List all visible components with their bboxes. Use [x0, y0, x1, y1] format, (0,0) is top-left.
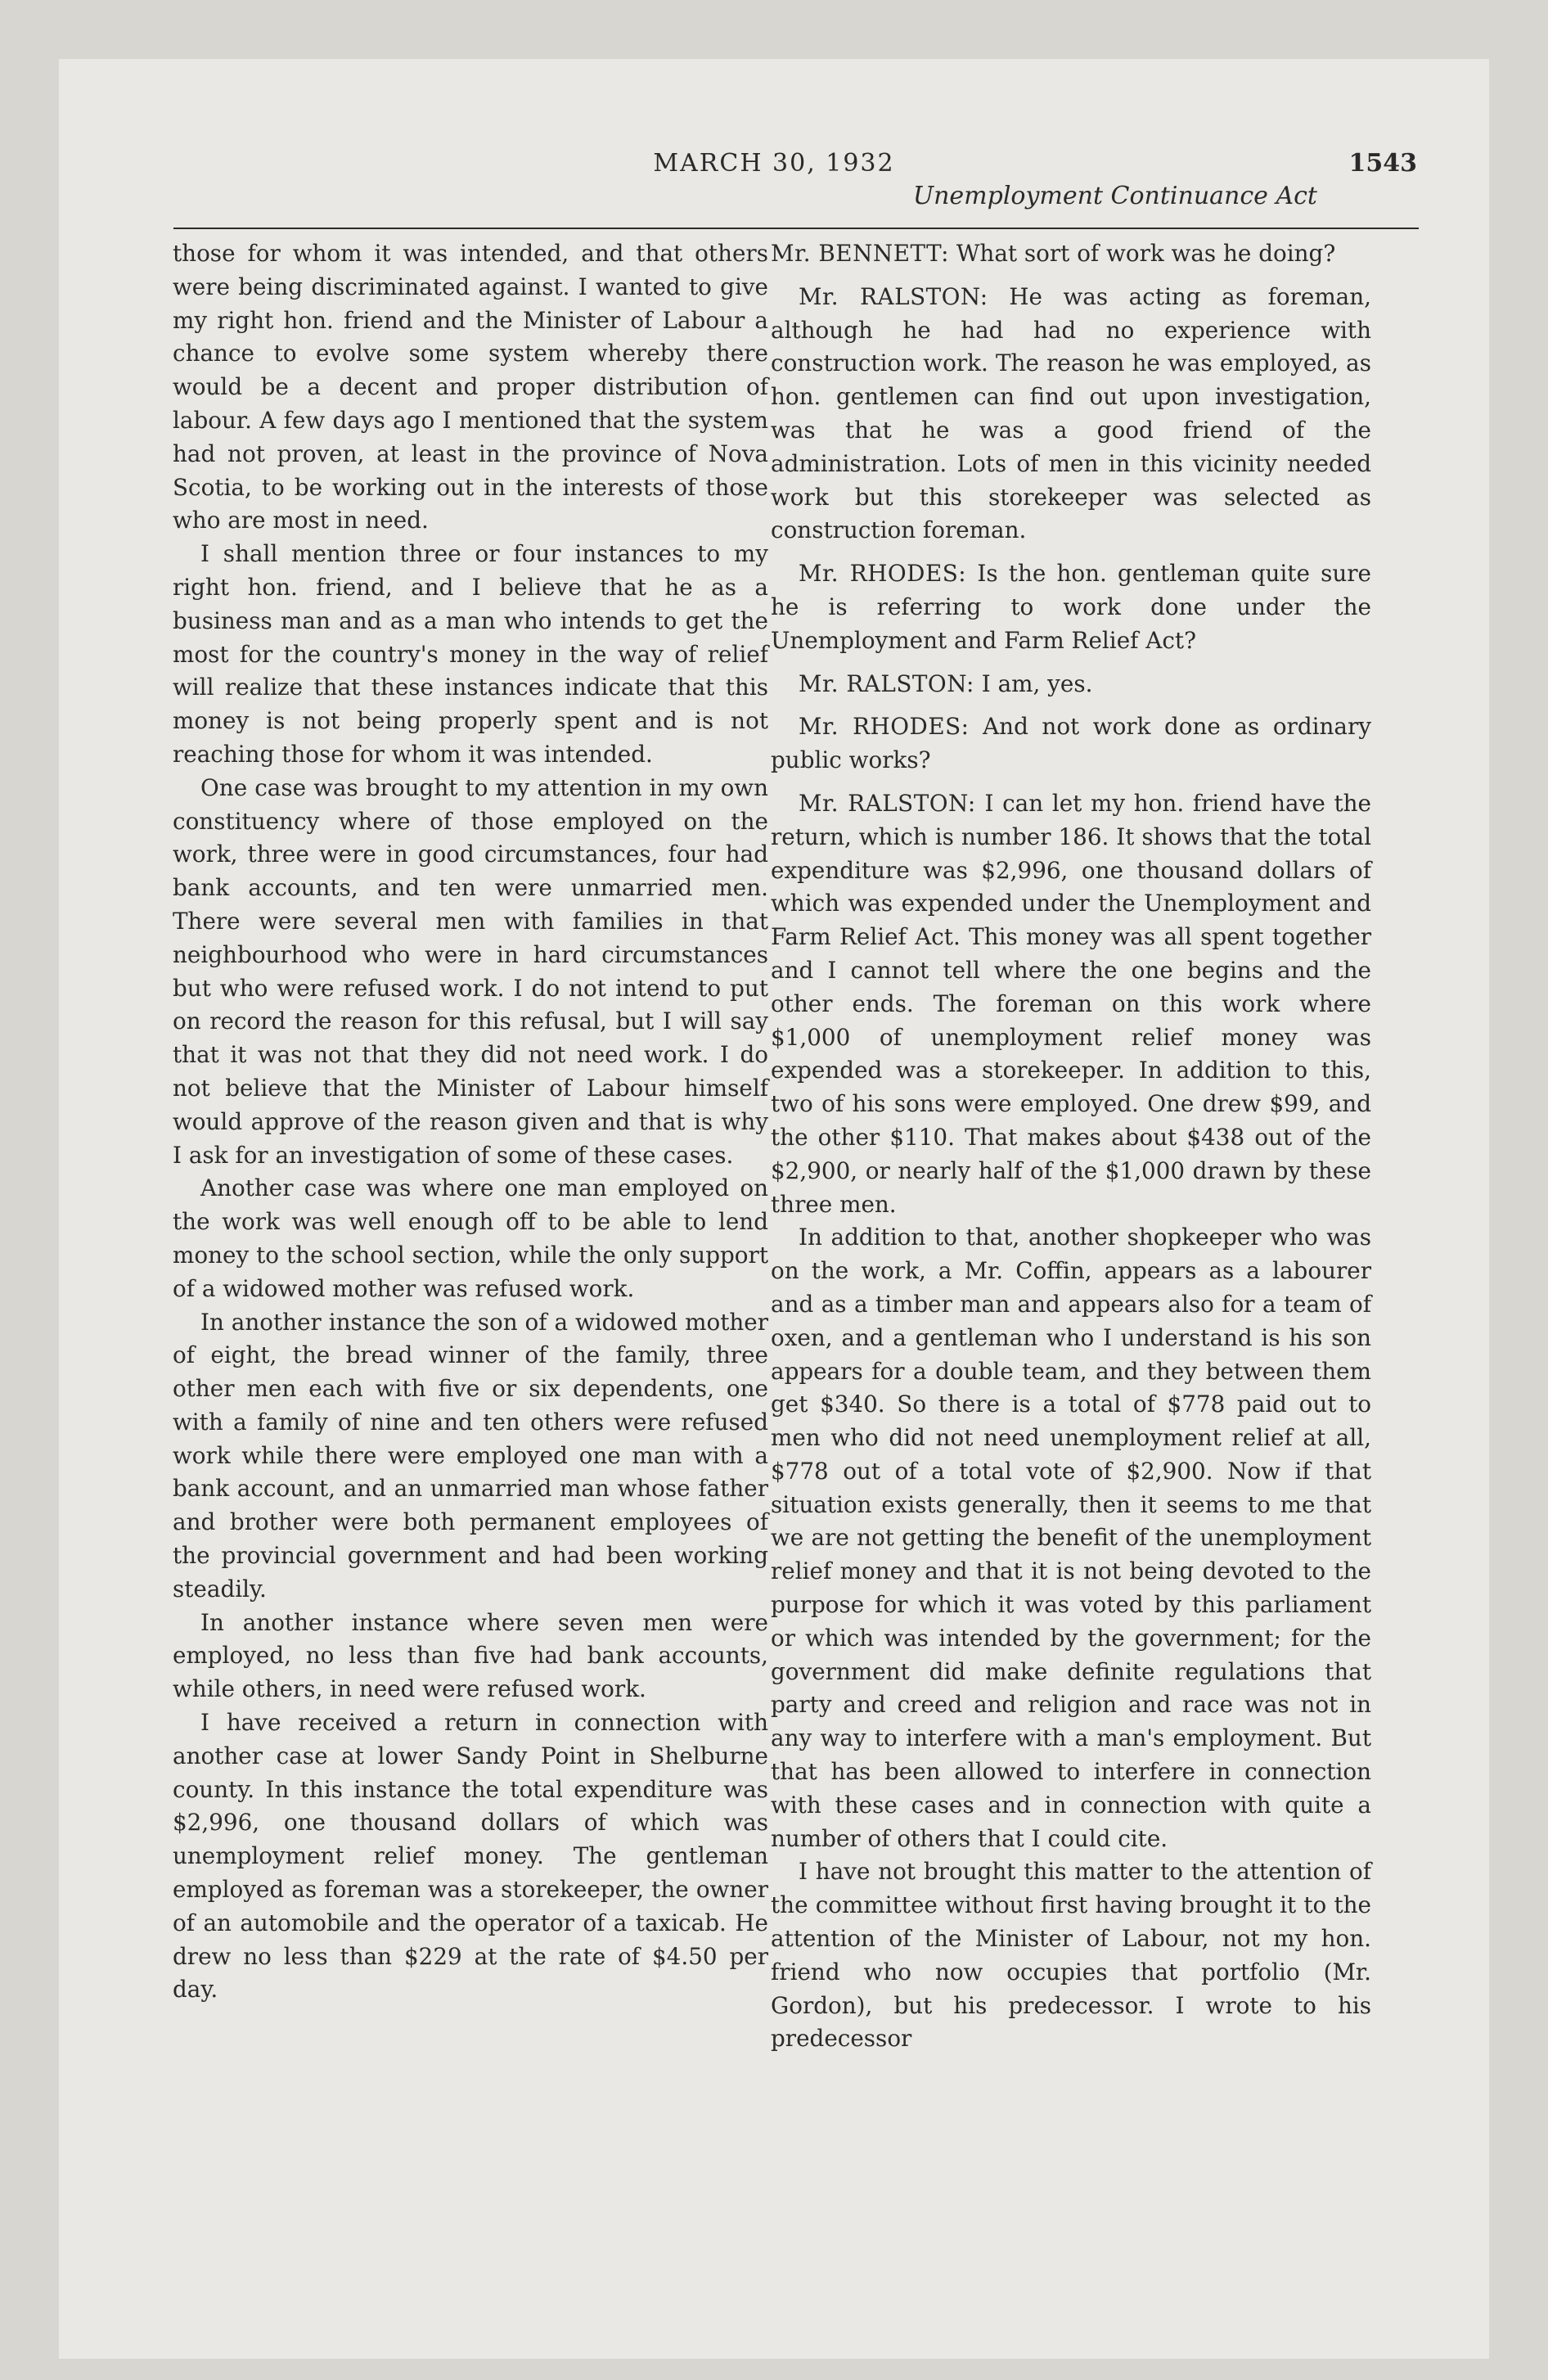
right-column: [771, 237, 1371, 2056]
speech-paragraph: [771, 787, 1371, 1221]
speech-paragraph: [771, 668, 1371, 701]
paragraph: One case was brought to my attention in my own constituency where of those employed on the work, three were in good circumstances, four had bank accounts, and ten were unmarried men. There were several men with families in that neighbourhood who were in hard circumstances but who were refused work. I do not intend to put on record the reason for this refusal, but I will say that it was not that they did not need work. I do not believe that the Minister of Labour himself would approve of the reason given and that is why I ask for an investigation of some of these cases.: [173, 773, 768, 1169]
paragraph: In another instance where seven men were employed, no less than five had bank accounts, while others, in need were refused work.: [173, 1608, 768, 1703]
speech-text: I can let my hon. friend have the return, which is number 186. It shows that the total expenditure was $2,996, one thousand dollars of which was expended under the Unemployment and Farm Relief Act. This money was all spent together and I cannot tell where the one begins and the other ends. The foreman on this work where $1,000 of unemployment relief money was expended was a storekeeper. In addition to this, two of his sons were employed. One drew $99, and the other $110. That makes about $438 out of the $2,900, or nearly half of the $1,000 drawn by these three men.: [771, 789, 1371, 1218]
page-number: 1543: [1348, 149, 1417, 178]
speaker-name: Mr. RALSTON:: [799, 669, 974, 697]
speech-text: What sort of work was he doing?: [956, 240, 1336, 267]
speech-text: I am, yes.: [981, 669, 1093, 697]
paragraph: In addition to that, another shopkeeper who was on the work, a Mr. Coffin, appears as a labourer and as a timber man and appears also for a team of oxen, and a gentleman who I understand is his son appears for a double team, and they between them get $340. So there is a total of $778 paid out to men who did not need unemployment relief at all, $778 out of a total vote of $2,900. Now if that situation exists generally, then it seems to me that we are not getting the benefit of the unemployment relief money and that it is not being devoted to the purpose for which it was voted by this parliament or which was intended by the government; for the government did make definite regulations that party and creed and religion and race was not in any way to interfere with a man's employment. But that has been allowed to interfere in connection with these cases and in connection with quite a number of others that I could cite.: [771, 1224, 1371, 1852]
speech-text: Is the hon. gentleman quite sure he is referring to work done under the Unemployment and Farm Relief Act?: [771, 560, 1371, 654]
speech-paragraph: [771, 710, 1371, 778]
speaker-name: Mr. RHODES:: [799, 560, 967, 588]
hansard-page: [59, 59, 1489, 2359]
left-column: [173, 237, 768, 2007]
paragraph: In another instance the son of a widowed mother of eight, the bread winner of the family, three other men each with five or six dependents, one with a family of nine and ten others were refused work while there were employed one man with a bank account, and an unmarried man whose father and brother were both permanent employees of the provincial government and had been working steadily.: [173, 1308, 768, 1602]
paragraph: those for whom it was intended, and that others were being discriminated against. I wanted to give my right hon. friend and the Minister of Labour a chance to evolve some system whereby there would be a decent and proper distribution of labour. A few days ago I mentioned that the system had not proven, at least in the province of Nova Scotia, to be working out in the interests of those who are most in need.: [173, 240, 768, 534]
header-date: MARCH 30, 1932: [653, 149, 895, 178]
running-title: Unemployment Continuance Act: [912, 182, 1317, 210]
speech-paragraph: [771, 557, 1371, 657]
speech-text: He was acting as foreman, although he had had no experience with construction work. The reason he was employed, as hon. gentlemen can find out upon investigation, was that he was a good friend of the administration. Lots of men in this vicinity needed work but this storekeeper was selected as construction foreman.: [771, 282, 1371, 544]
paragraph: I have not brought this matter to the attention of the committee without first having brought it to the attention of the Minister of Labour, not my hon. friend who now occupies that portfolio (Mr. Gordon), but his predecessor. I wrote to his predecessor: [771, 1858, 1371, 2053]
speech-text: And not work done as ordinary public works?: [771, 713, 1371, 774]
speaker-name: Mr. BENNETT:: [771, 240, 949, 267]
paragraph: Another case was where one man employed on the work was well enough off to be able to lend money to the school section, while the only support of a widowed mother was refused work.: [173, 1174, 768, 1302]
paragraph: I shall mention three or four instances to my right hon. friend, and I believe that he as a business man and as a man who intends to get the most for the country's money in the way of relief will realize that these instances indicate that this money is not being properly spent and is not reaching those for whom it was intended.: [173, 540, 768, 768]
speech-paragraph: [771, 281, 1371, 548]
speaker-name: Mr. RHODES:: [799, 713, 970, 741]
speaker-name: Mr. RALSTON:: [799, 789, 976, 817]
header-rule: [173, 228, 1419, 229]
speech-paragraph: [771, 237, 1371, 271]
paragraph: I have received a return in connection with another case at lower Sandy Point in Shelburne county. In this instance the total expenditure was $2,996, one thousand dollars of which was unemployment relief money. The gentleman employed as foreman was a storekeeper, the owner of an automobile and the operator of a taxicab. He drew no less than $229 at the rate of $4.50 per day.: [173, 1709, 768, 2004]
speaker-name: Mr. RALSTON:: [799, 282, 988, 310]
